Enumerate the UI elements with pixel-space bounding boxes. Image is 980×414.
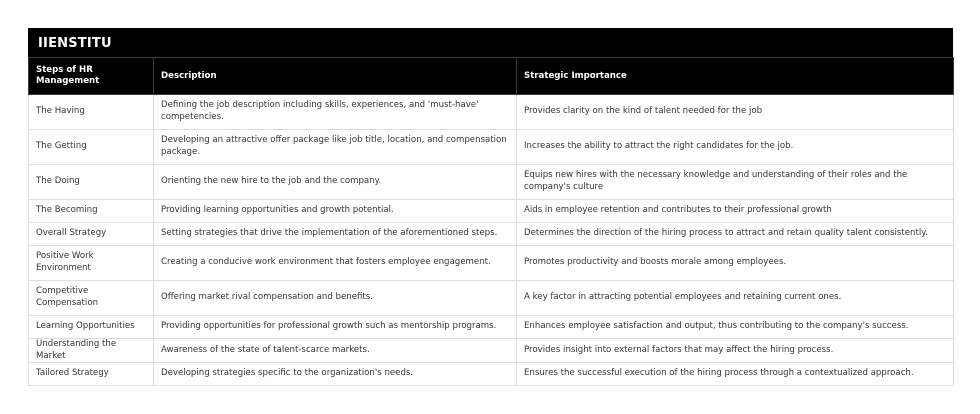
cell-step: The Having — [29, 95, 154, 130]
cell-importance: Aids in employee retention and contributes to their professional growth — [517, 200, 954, 223]
cell-importance: Provides insight into external factors that may affect the hiring process. — [517, 339, 954, 363]
cell-step: The Doing — [29, 165, 154, 200]
table-header-row — [29, 58, 954, 95]
table-row — [29, 223, 954, 246]
cell-description: Orienting the new hire to the job and the company. — [154, 165, 517, 200]
cell-description: Awareness of the state of talent-scarce markets. — [154, 339, 517, 363]
column-header-description: Description — [154, 58, 517, 95]
table-row — [29, 130, 954, 165]
cell-importance: Promotes productivity and boosts morale among employees. — [517, 246, 954, 281]
column-header-strategic-importance: Strategic Importance — [517, 58, 954, 95]
cell-description: Developing strategies specific to the organization's needs. — [154, 363, 517, 386]
cell-step: Positive Work Environment — [29, 246, 154, 281]
table-row — [29, 95, 954, 130]
table-row — [29, 165, 954, 200]
cell-importance: Ensures the successful execution of the hiring process through a contextualized approach. — [517, 363, 954, 386]
table-row — [29, 200, 954, 223]
table-row — [29, 339, 954, 363]
cell-importance: A key factor in attracting potential employees and retaining current ones. — [517, 281, 954, 316]
table-row — [29, 246, 954, 281]
cell-description: Providing learning opportunities and growth potential. — [154, 200, 517, 223]
cell-description: Developing an attractive offer package like job title, location, and compensation package. — [154, 130, 517, 165]
cell-importance: Enhances employee satisfaction and output, thus contributing to the company's success. — [517, 316, 954, 339]
cell-description: Setting strategies that drive the implementation of the aforementioned steps. — [154, 223, 517, 246]
cell-description: Offering market rival compensation and benefits. — [154, 281, 517, 316]
cell-description: Creating a conducive work environment that fosters employee engagement. — [154, 246, 517, 281]
cell-importance: Provides clarity on the kind of talent needed for the job — [517, 95, 954, 130]
cell-importance: Increases the ability to attract the right candidates for the job. — [517, 130, 954, 165]
brand-header: IIENSTITU — [28, 28, 953, 57]
table-row — [29, 316, 954, 339]
cell-step: The Becoming — [29, 200, 154, 223]
hr-management-table — [28, 57, 954, 386]
table-row — [29, 363, 954, 386]
cell-step: Overall Strategy — [29, 223, 154, 246]
cell-step: Tailored Strategy — [29, 363, 154, 386]
cell-importance: Equips new hires with the necessary knowledge and understanding of their roles and the company's culture — [517, 165, 954, 200]
cell-step: Competitive Compensation — [29, 281, 154, 316]
cell-step: Learning Opportunities — [29, 316, 154, 339]
table-row — [29, 281, 954, 316]
cell-description: Defining the job description including skills, experiences, and 'must-have' competencies. — [154, 95, 517, 130]
column-header-steps: Steps of HR Management — [29, 58, 154, 95]
hr-table-container — [28, 28, 953, 386]
cell-description: Providing opportunities for professional growth such as mentorship programs. — [154, 316, 517, 339]
cell-importance: Determines the direction of the hiring process to attract and retain quality talent consistently. — [517, 223, 954, 246]
cell-step: Understanding the Market — [29, 339, 154, 363]
cell-step: The Getting — [29, 130, 154, 165]
